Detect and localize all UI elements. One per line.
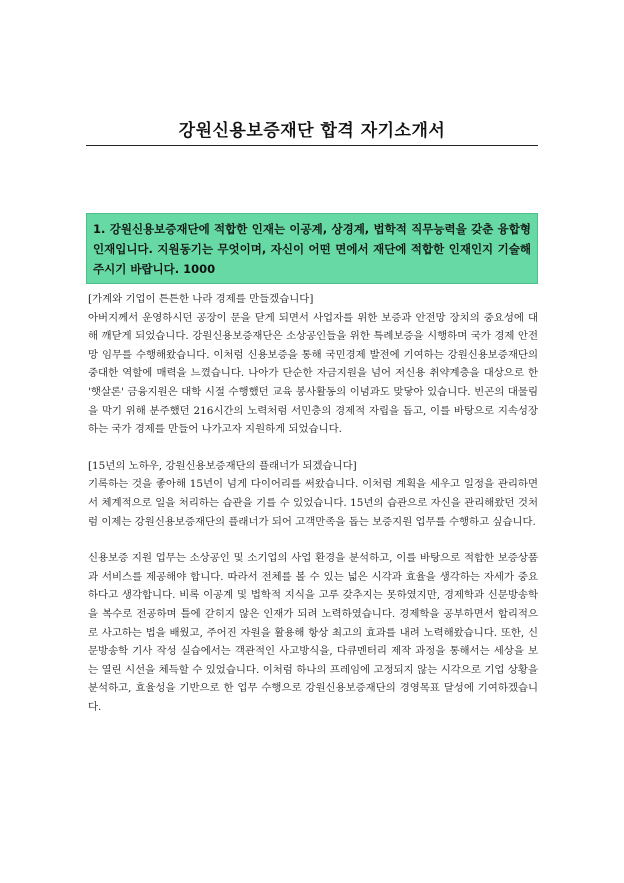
answer-section-motivation [88, 290, 538, 439]
section-heading: [15년의 노하우, 강원신용보증재단의 플래너가 되겠습니다] [88, 459, 357, 472]
answer-body [88, 290, 538, 716]
section-paragraph: 아버지께서 운영하시던 공장이 문을 닫게 되면서 사업자를 위한 보증과 안전망 장치의 중요성에 대해 깨닫게 되었습니다. 강원신용보증재단은 소상공인들을 위한 특례보증을 시행하며 국가 경제 안전망 임무를 수행해왔습니다. 이처럼 신용보증을 통해 국민경제 발전에 기여하는 강원신용보증재단의 중대한 역할에 매력을 느꼈습니다. 나아가 단순한 자금지원을 넘어 저신용 취약계층을 대상으로 한 '햇살론' 금융지원은 대학 시절 수행했던 교육 봉사활동의 이념과도 맞닿아 있습니다. 빈곤의 대물림을 막기 위해 분주했던 216시간의 노력처럼 서민층의 경제적 자립을 돕고, 이를 바탕으로 지속성장하는 국가 경제를 만들어 나가고자 지원하게 되었습니다. [88, 311, 538, 436]
section-heading: [가계와 기업이 튼튼한 나라 경제를 만들겠습니다] [88, 293, 314, 305]
document-title: 강원신용보증재단 합격 자기소개서 [178, 121, 446, 141]
question-box: 1. 강원신용보증재단에 적합한 인재는 이공계, 상경계, 법학적 직무능력을 갖춘 융합형 인재입니다. 지원동기는 무엇이며, 자신이 어떤 면에서 재단에 적합한 인재인지 기술해 주시기 바랍니다. 1000 [86, 213, 538, 284]
title-divider [86, 145, 538, 146]
answer-section-competency [88, 549, 538, 716]
section-paragraph: 신용보증 지원 업무는 소상공인 및 소기업의 사업 환경을 분석하고, 이를 바탕으로 적합한 보증상품과 서비스를 제공해야 합니다. 따라서 전체를 볼 수 있는 넓은 시각과 효율을 생각하는 자세가 중요하다고 생각합니다. 비록 이공계 및 법학적 지식을 고루 갖추지는 못하였지만, 경제학과 신문방송학을 복수로 전공하며 틀에 갇히지 않은 인재가 되려 노력하였습니다. 경제학을 공부하면서 합리적으로 사고하는 법을 배웠고, 주어진 자원을 활용해 항상 최고의 효과를 내려 노력해왔습니다. 또한, 신문방송학 기사 작성 실습에서는 객관적인 사고방식을, 다큐멘터리 제작 과정을 통해서는 세상을 보는 열린 시선을 체득할 수 있었습니다. 이처럼 하나의 프레임에 고정되지 않는 시각으로 기업 상황을 분석하고, 효율성을 기반으로 한 업무 수행으로 강원신용보증재단의 경영목표 달성에 기여하겠습니다. [88, 552, 538, 713]
section-paragraph: 기록하는 것을 좋아해 15년이 넘게 다이어리를 써왔습니다. 이처럼 계획을 세우고 일정을 관리하면서 체계적으로 일을 처리하는 습관을 기를 수 있었습니다. 15년의 습관으로 자신을 관리해왔던 것처럼 이제는 강원신용보증재단의 플래너가 되어 고객만족을 돕는 보증지원 업무를 수행하고 싶습니다. [88, 478, 538, 528]
answer-section-planner [88, 457, 538, 531]
